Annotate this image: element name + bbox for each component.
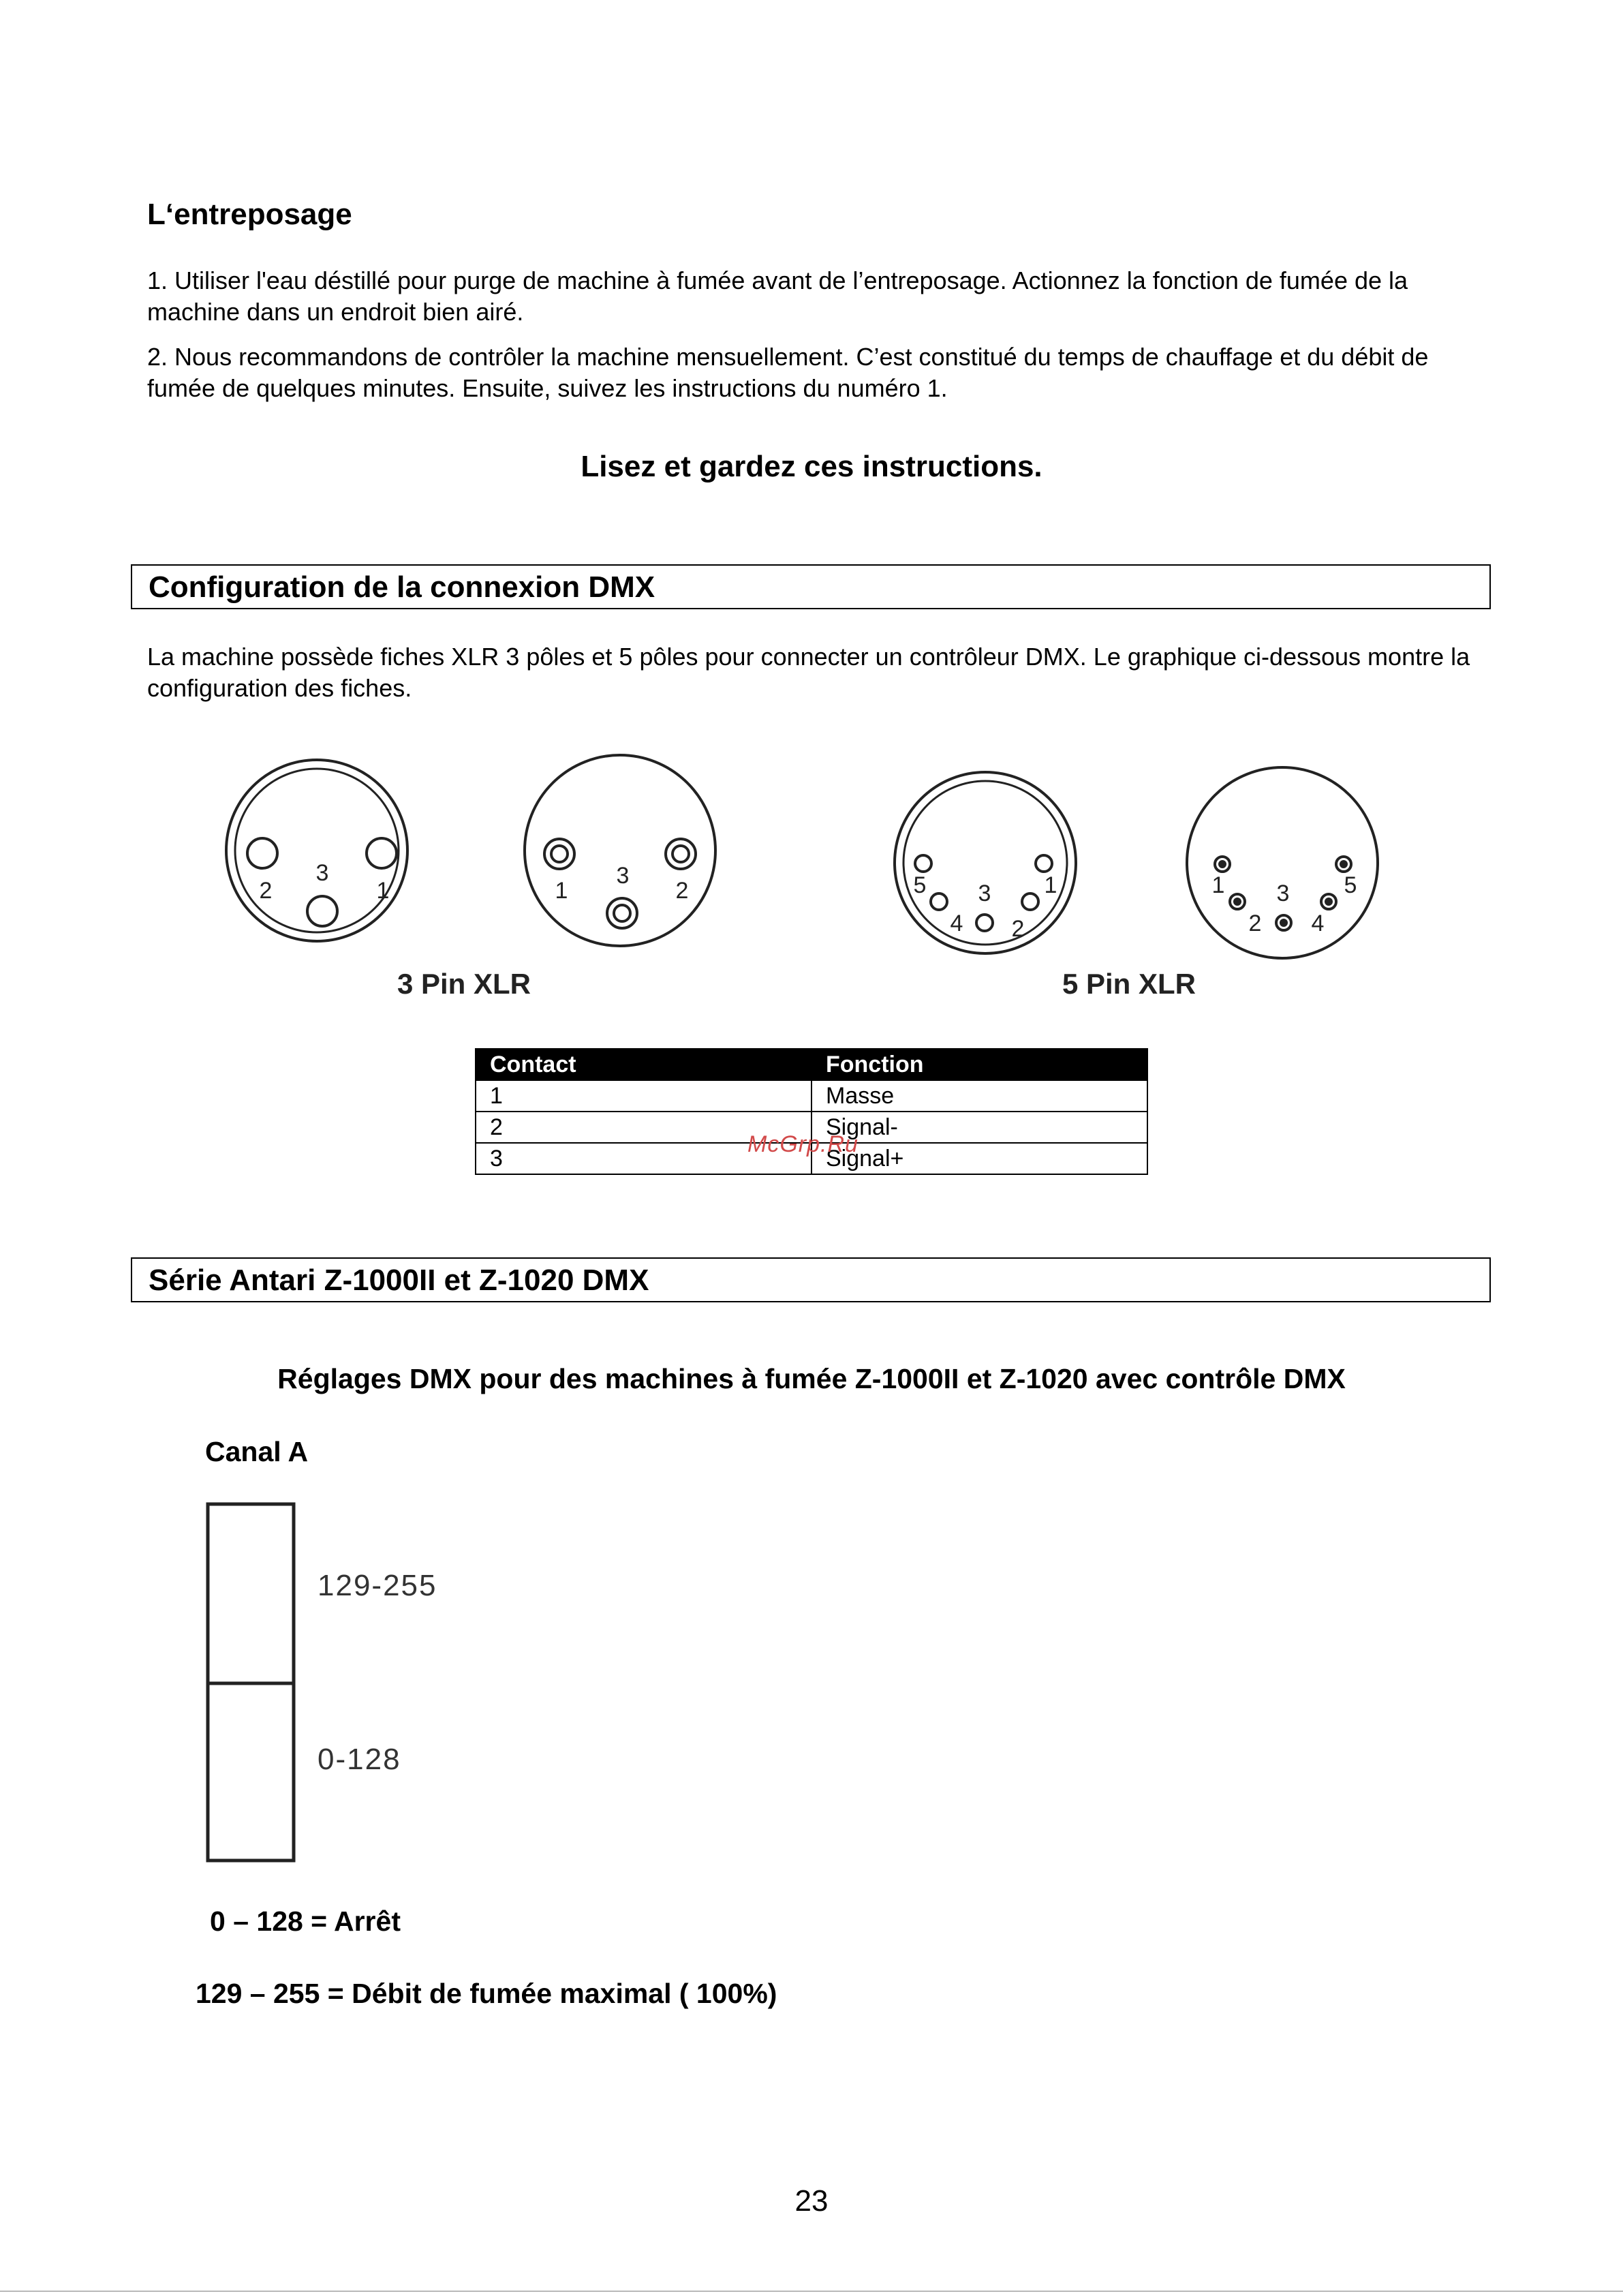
setting-max-output: 129 – 255 = Débit de fumée maximal ( 100%)	[196, 1978, 777, 2009]
series-section-header	[131, 1257, 1491, 1302]
xlr3-caption: 3 Pin XLR	[397, 968, 531, 1000]
cell-function: Masse	[812, 1080, 1147, 1112]
xlr3m-pin-2: 2	[675, 878, 689, 904]
cell-function: Signal+	[812, 1143, 1147, 1174]
range-high-label: 129-255	[318, 1569, 437, 1602]
xlr5f-pin-3: 3	[978, 881, 991, 906]
xlr5-caption: 5 Pin XLR	[1062, 968, 1196, 1000]
storage-instruction-2: 2. Nous recommandons de contrôler la machine mensuellement. C’est constitué du temps de chauffage et du débit de fumée de quelques minutes. Ensuite, suivez les instructions du numéro 1.	[147, 343, 1429, 402]
xlr5f-pin-2: 2	[1011, 916, 1025, 942]
dmx-settings-subtitle: Réglages DMX pour des machines à fumée Z-1000II et Z-1020 avec contrôle DMX	[277, 1363, 1346, 1394]
xlr3f-pin-3: 3	[315, 860, 329, 886]
watermark: McGrp.Ru	[747, 1131, 859, 1157]
cell-contact: 1	[476, 1080, 812, 1112]
dmx-config-section-header	[131, 564, 1491, 609]
table-header-row	[476, 1049, 1147, 1080]
channel-label: Canal A	[205, 1436, 309, 1467]
xlr5f-pin-4: 4	[950, 910, 963, 936]
xlr5f-pin-1: 1	[1044, 872, 1057, 898]
closing-note: Lisez et gardez ces instructions.	[581, 450, 1042, 483]
header-fonction: Fonction	[812, 1049, 1147, 1080]
xlr3-male-connector	[525, 755, 715, 946]
cell-function: Signal-	[812, 1112, 1147, 1143]
storage-heading: L‘entreposage	[147, 198, 352, 231]
xlr-connector-diagram	[218, 750, 1417, 1009]
setting-off: 0 – 128 = Arrêt	[210, 1905, 401, 1937]
channel-range-diagram	[204, 1499, 504, 1867]
header-contact: Contact	[476, 1049, 812, 1080]
range-low-label: 0-128	[318, 1743, 401, 1776]
dmx-config-description: La machine possède fiches XLR 3 pôles et 5 pôles pour connecter un contrôleur DMX. Le graphique ci-dessous montre la configuration des fiches.	[147, 643, 1470, 702]
xlr3f-pin-1: 1	[376, 878, 390, 904]
storage-instruction-1: 1. Utiliser l'eau déstillé pour purge de machine à fumée avant de l’entreposage. Actionnez la fonction de fumée de la machine dans un endroit bien airé.	[147, 266, 1408, 326]
xlr5-male-connector	[1187, 767, 1378, 958]
xlr3f-pin-2: 2	[259, 878, 273, 904]
cell-contact: 2	[476, 1112, 812, 1143]
page-number: 23	[794, 2184, 829, 2218]
cell-contact: 3	[476, 1143, 812, 1174]
xlr5m-pin-5: 5	[1344, 872, 1357, 898]
series-heading: Série Antari Z-1000II et Z-1020 DMX	[149, 1264, 649, 1297]
xlr3m-pin-3: 3	[616, 863, 630, 889]
xlr5-female-connector	[895, 772, 1076, 953]
xlr3m-pin-1: 1	[555, 878, 568, 904]
xlr5m-pin-3: 3	[1276, 881, 1290, 906]
xlr5m-pin-1: 1	[1211, 872, 1225, 898]
xlr5m-pin-2: 2	[1248, 910, 1262, 936]
xlr5f-pin-5: 5	[913, 872, 927, 898]
bottom-divider	[0, 2291, 1623, 2292]
xlr3-female-connector	[226, 760, 407, 941]
xlr5m-pin-4: 4	[1311, 910, 1325, 936]
dmx-config-heading: Configuration de la connexion DMX	[149, 570, 655, 604]
table-row	[476, 1080, 1147, 1112]
